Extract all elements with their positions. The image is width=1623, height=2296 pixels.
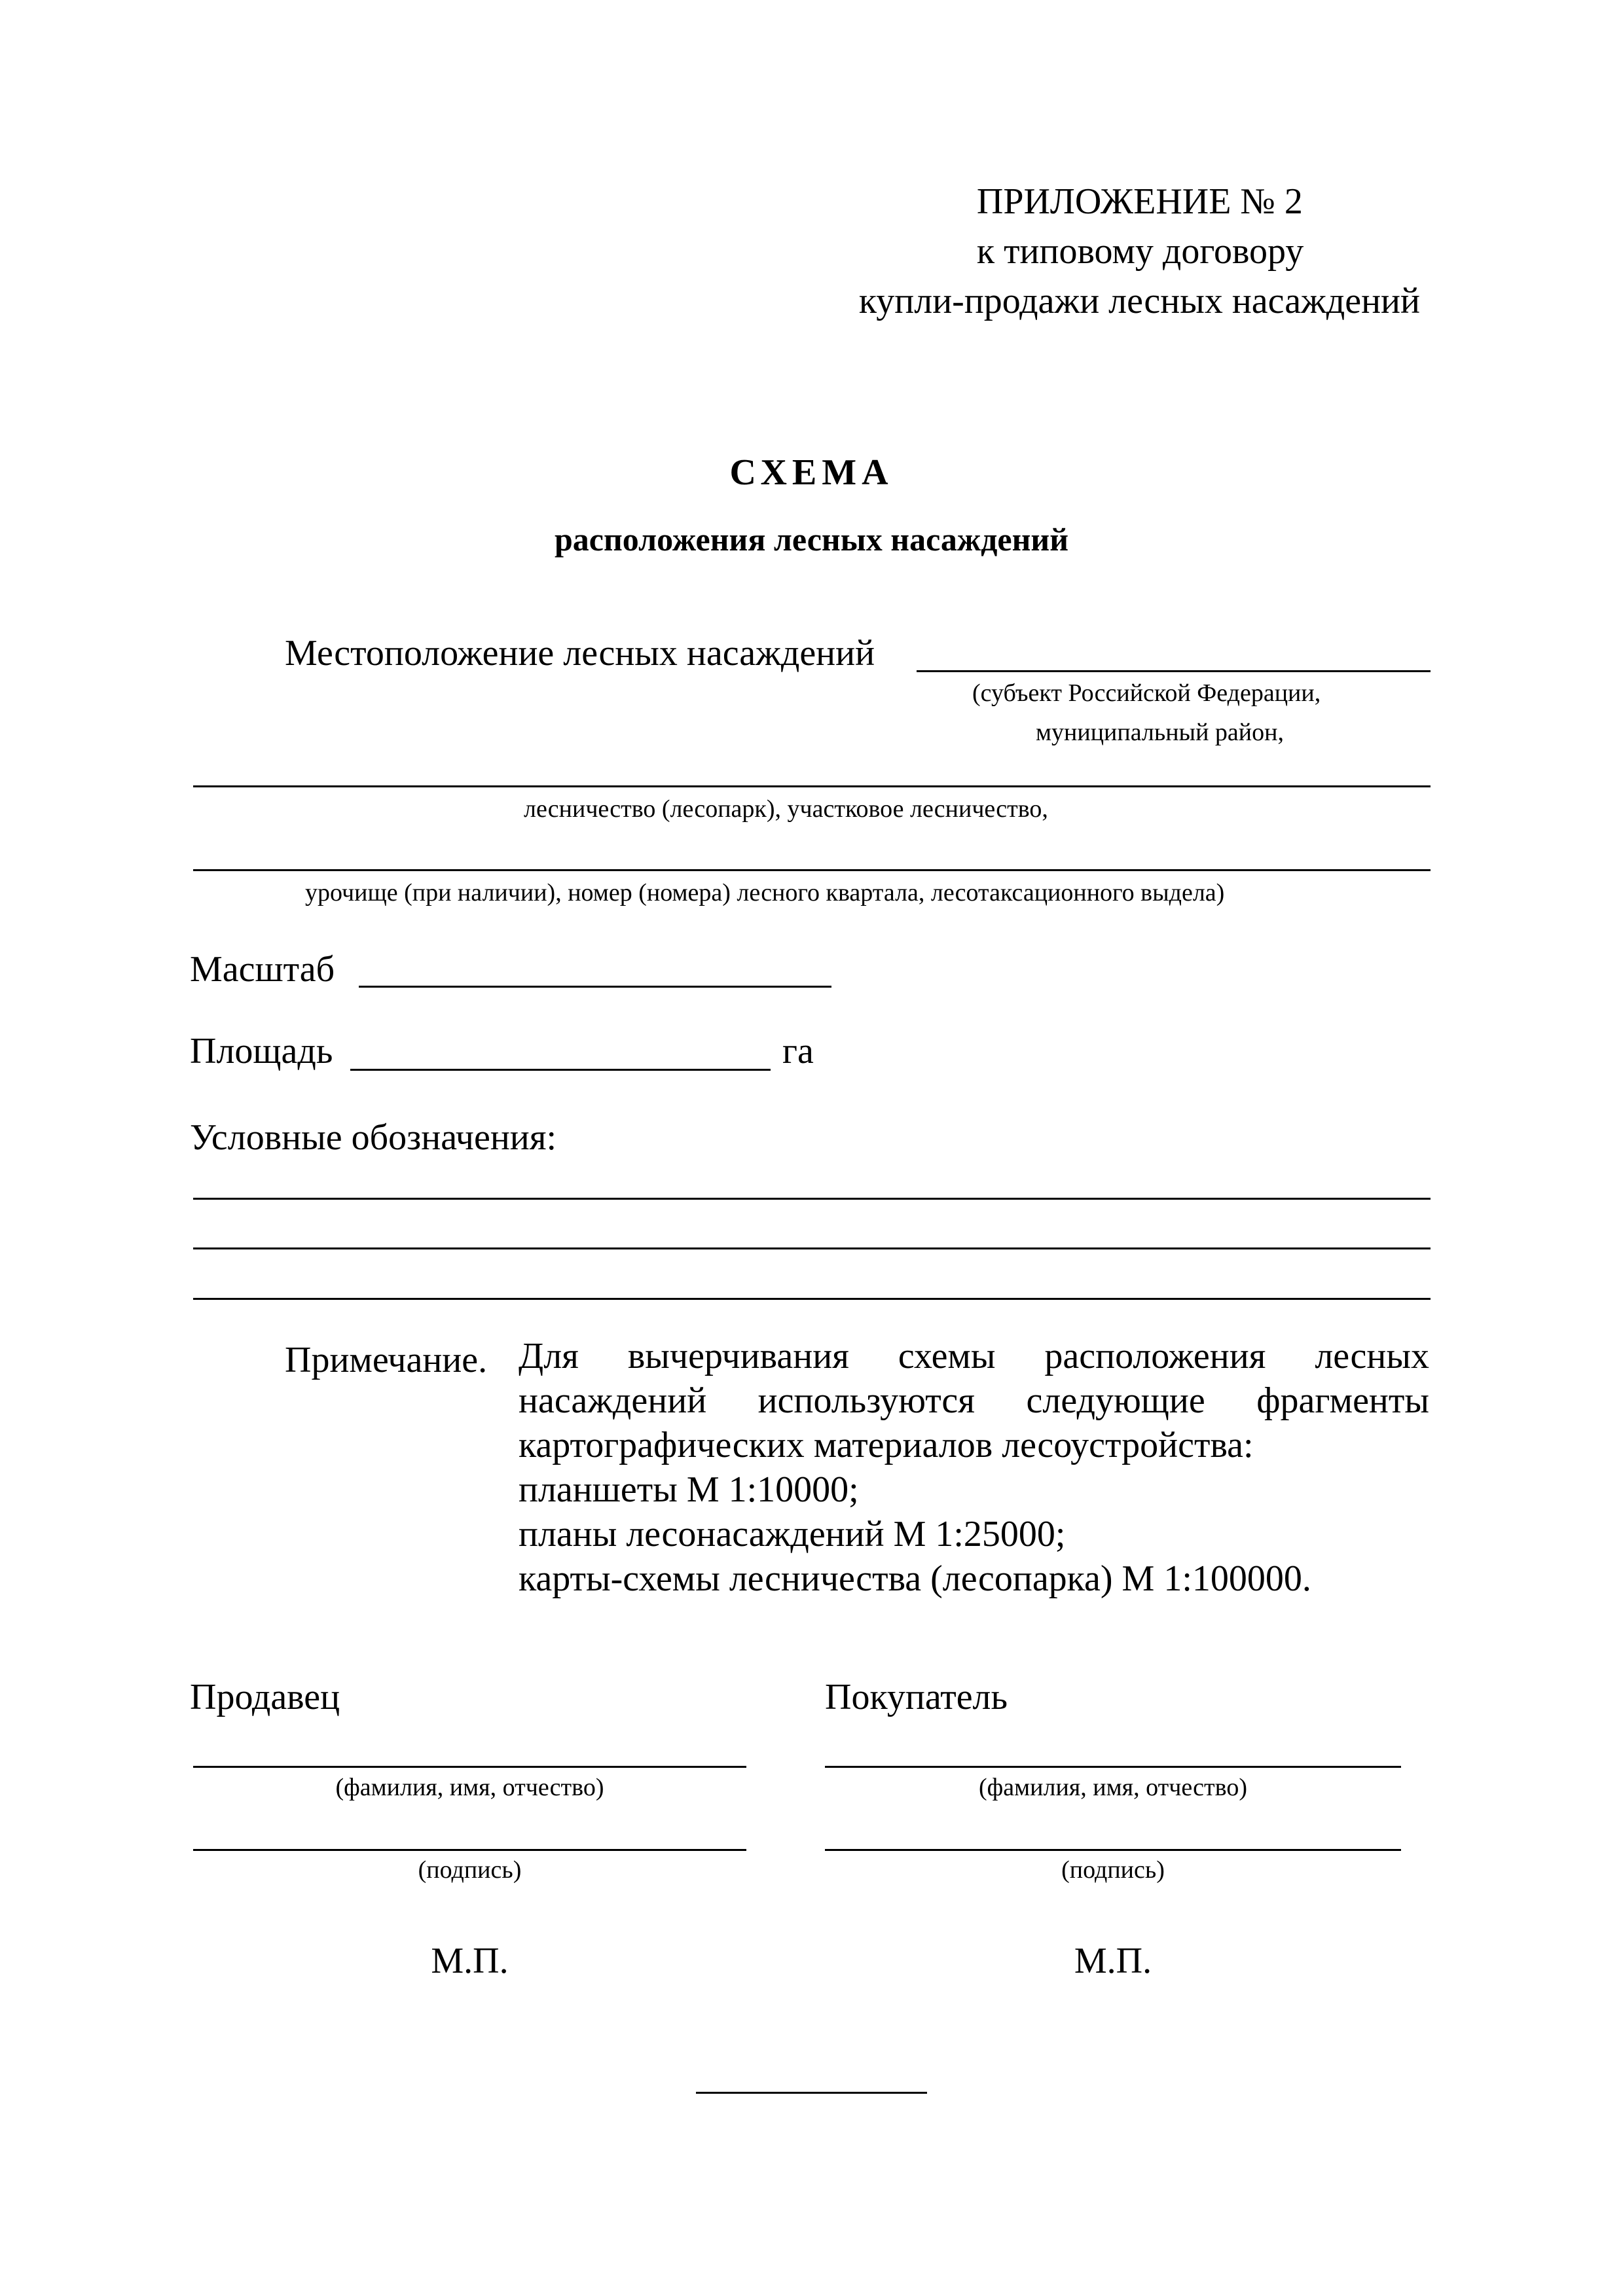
- document-title: СХЕМА: [729, 452, 894, 493]
- seller-name-line[interactable]: [193, 1766, 746, 1768]
- seller-stamp: М.П.: [431, 1941, 509, 1981]
- note-line-5: планы лесонасаждений М 1:25000;: [519, 1514, 1066, 1554]
- legend-line-1[interactable]: [193, 1198, 1431, 1200]
- area-input-line[interactable]: [350, 1069, 771, 1071]
- note-line-3: картографических материалов лесоустройства:: [519, 1425, 1254, 1465]
- seller-sign-line[interactable]: [193, 1849, 746, 1851]
- location-hint-1: (субъект Российской Федерации,: [972, 679, 1321, 707]
- note-label: Примечание.: [285, 1340, 488, 1380]
- scale-label: Масштаб: [190, 949, 335, 990]
- buyer-name-hint: (фамилия, имя, отчество): [978, 1774, 1247, 1801]
- appendix-ref-line2: купли-продажи лесных насаждений: [858, 281, 1420, 321]
- area-unit: га: [782, 1031, 814, 1071]
- location-input-line-1[interactable]: [917, 670, 1431, 672]
- buyer-label: Покупатель: [825, 1677, 1008, 1717]
- note-line-6: карты-схемы лесничества (лесопарка) М 1:100000.: [519, 1558, 1311, 1599]
- seller-label: Продавец: [190, 1677, 340, 1717]
- appendix-number: ПРИЛОЖЕНИЕ № 2: [976, 181, 1303, 222]
- location-hint-2: муниципальный район,: [1036, 719, 1284, 746]
- note-text: [519, 1334, 1429, 1601]
- legend-label: Условные обозначения:: [190, 1117, 557, 1158]
- note-line-4: планшеты М 1:10000;: [519, 1469, 859, 1510]
- seller-name-hint: (фамилия, имя, отчество): [335, 1774, 604, 1801]
- location-input-line-2[interactable]: [193, 785, 1431, 787]
- location-hint-3: лесничество (лесопарк), участковое лесничество,: [524, 795, 1048, 823]
- seller-sign-hint: (подпись): [418, 1856, 522, 1884]
- end-divider: [696, 2092, 927, 2094]
- legend-line-2[interactable]: [193, 1247, 1431, 1249]
- document-subtitle: расположения лесных насаждений: [554, 521, 1069, 558]
- legend-line-3[interactable]: [193, 1298, 1431, 1300]
- location-label: Местоположение лесных насаждений: [285, 633, 875, 673]
- note-line-2: насаждений используются следующие фрагменты: [519, 1380, 1429, 1421]
- scale-input-line[interactable]: [359, 986, 831, 988]
- buyer-stamp: М.П.: [1074, 1941, 1152, 1981]
- location-hint-4: урочище (при наличии), номер (номера) лесного квартала, лесотаксационного выдела): [305, 879, 1225, 906]
- area-label: Площадь: [190, 1031, 333, 1071]
- buyer-sign-line[interactable]: [825, 1849, 1401, 1851]
- appendix-header: [859, 183, 1420, 319]
- buyer-sign-hint: (подпись): [1061, 1856, 1165, 1884]
- note-line-1: Для вычерчивания схемы расположения лесных: [519, 1336, 1429, 1376]
- buyer-name-line[interactable]: [825, 1766, 1401, 1768]
- appendix-ref-line1: к типовому договору: [976, 231, 1304, 272]
- location-input-line-3[interactable]: [193, 869, 1431, 871]
